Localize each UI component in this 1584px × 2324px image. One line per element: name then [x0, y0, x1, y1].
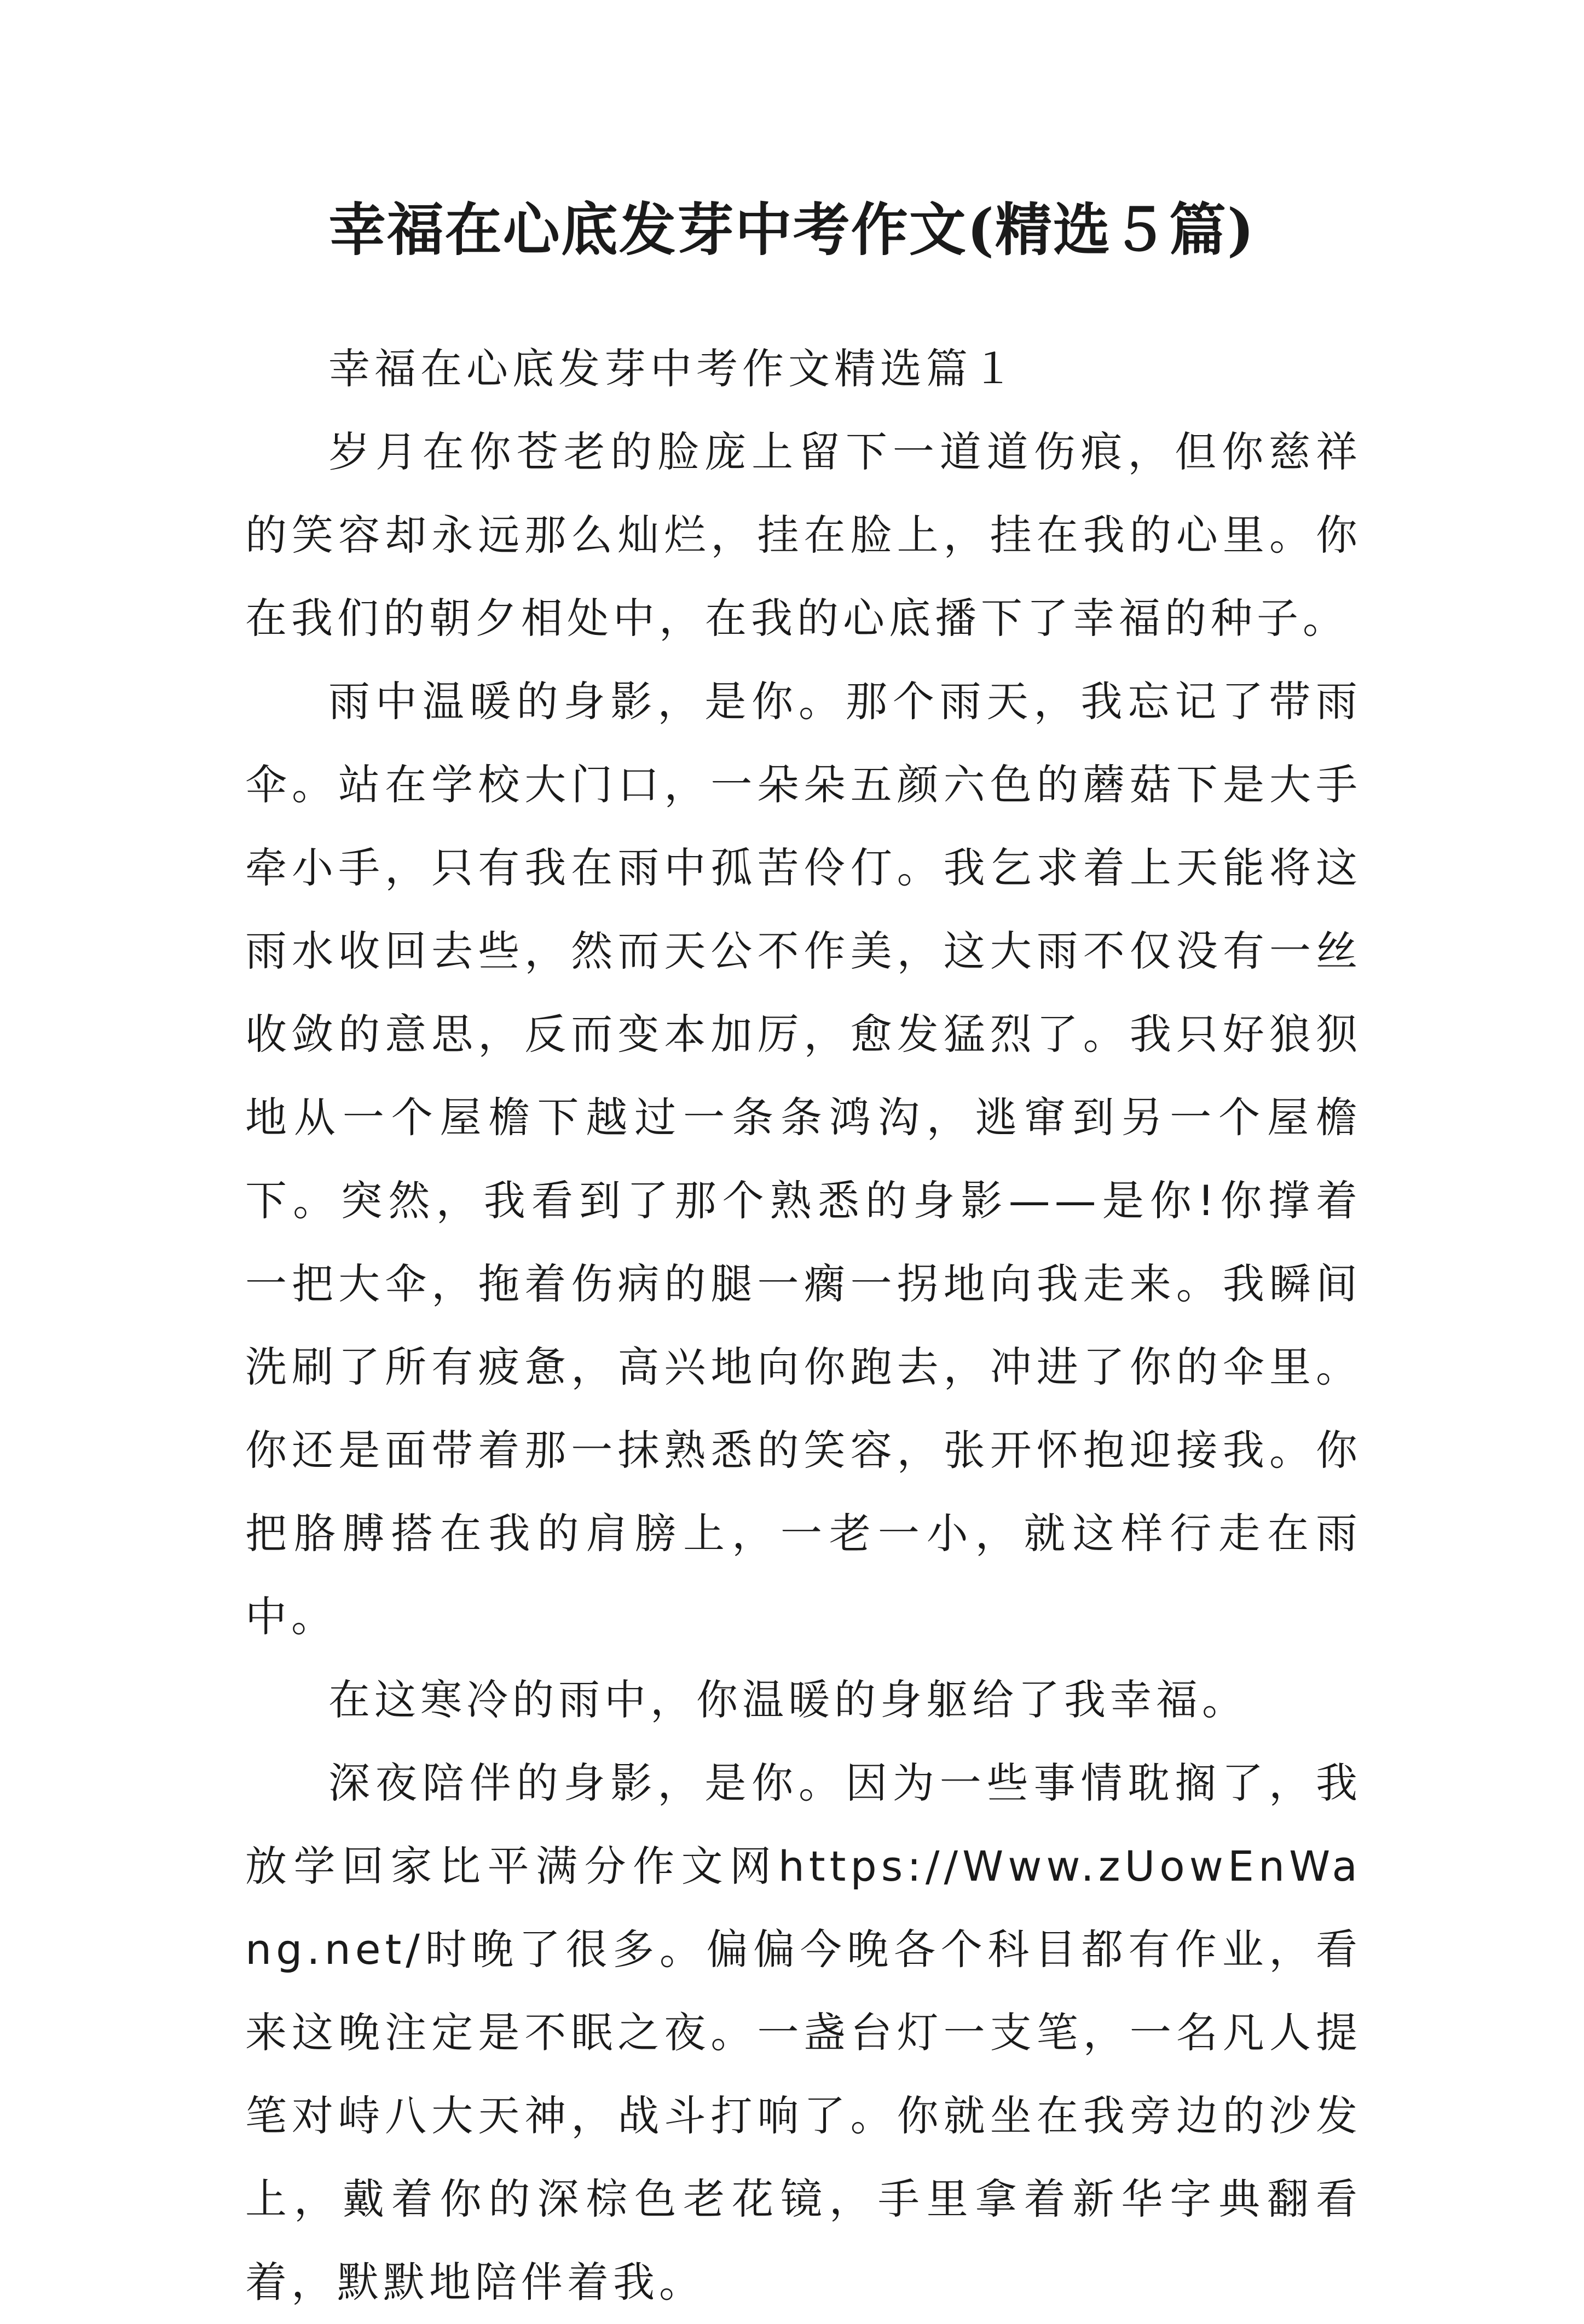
paragraph-3: 在这寒冷的雨中，你温暖的身躯给了我幸福。: [328, 1675, 1248, 1724]
document-title: 幸福在心底发芽中考作文(精选５篇): [328, 196, 1256, 263]
paragraph-1: 岁月在你苍老的脸庞上留下一道道伤痕，但你慈祥的笑容却永远那么灿烂，挂在脸上，挂在我的心里。你在我们的朝夕相处中，在我的心底播下了幸福的种子。: [245, 427, 1362, 643]
section-heading: 幸福在心底发芽中考作文精选篇１: [328, 344, 1018, 393]
paragraph-4: 深夜陪伴的身影，是你。因为一些事情耽搁了，我放学回家比平满分作文网https://Www.zUowEnWang.net/时晚了很多。偏偏今晚各个科目都有作业，看来这晚注定是不眠之夜。一盏台灯一支笔，一名凡人提笔对峙八大天神，战斗打响了。你就坐在我旁边的沙发上，戴着你的深棕色老花镜，手里拿着新华字典翻看着，默默地陪伴着我。: [245, 1759, 1362, 2306]
paragraph-2: 雨中温暖的身影，是你。那个雨天，我忘记了带雨伞。站在学校大门口，一朵朵五颜六色的蘑菇下是大手牵小手，只有我在雨中孤苦伶仃。我乞求着上天能将这雨水收回去些，然而天公不作美，这大雨不仅没有一丝收敛的意思，反而变本加厉，愈发猛烈了。我只好狼狈地从一个屋檐下越过一条条鸿沟，逃窜到另一个屋檐下。突然，我看到了那个熟悉的身影——是你!你撑着一把大伞，拖着伤病的腿一瘸一拐地向我走来。我瞬间洗刷了所有疲惫，高兴地向你跑去，冲进了你的伞里。你还是面带着那一抹熟悉的笑容，张开怀抱迎接我。你把胳膊搭在我的肩膀上，一老一小，就这样行走在雨中。: [245, 677, 1362, 1641]
document-body: [245, 327, 1362, 2324]
